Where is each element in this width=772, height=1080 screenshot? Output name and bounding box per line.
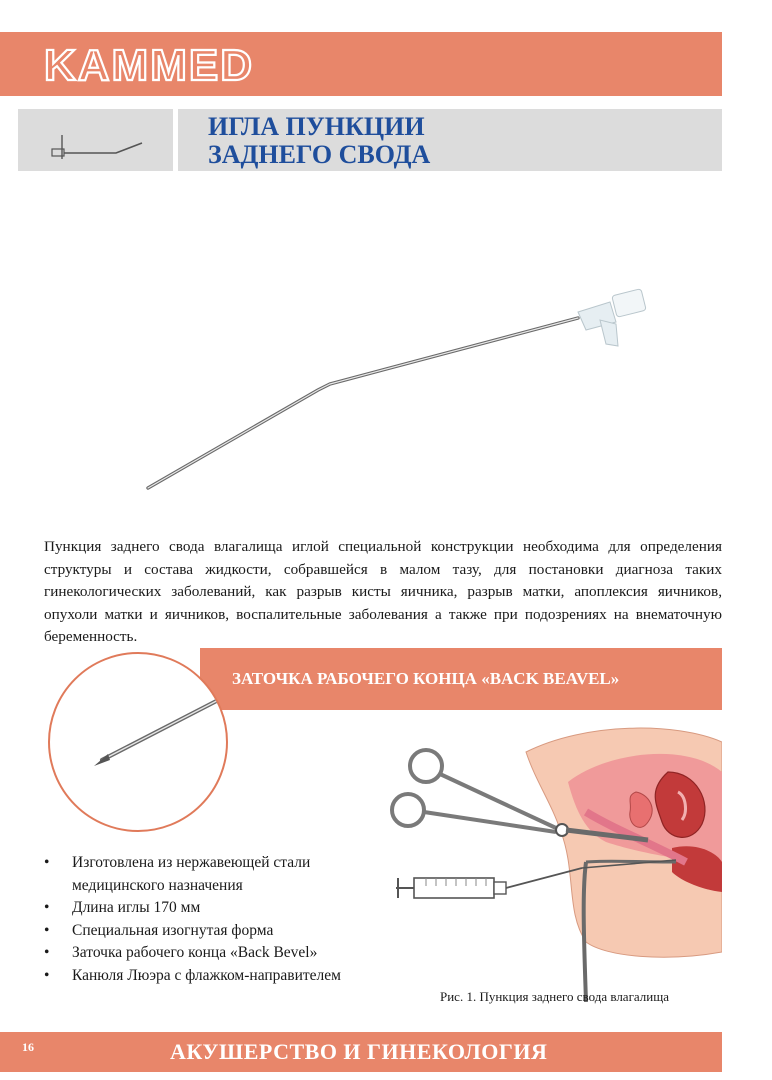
- product-description: Пункция заднего свода влагалища иглой специальной конструкции необходима для определения структуры и состава жидкости, собравшейся в малом тазу, для постановки диагноза таких гинекологических заболеваний, как разрыв кисты яичника, разрыв матки, апоплексия яичников, опухоли матки и яичников, воспалительные заболевания а также при подозрениях на внематочную беременность.: [44, 538, 722, 645]
- page-title: [208, 113, 430, 169]
- footer-section-title: АКУШЕРСТВО И ГИНЕКОЛОГИЯ: [170, 1039, 548, 1064]
- figure-caption: Рис. 1. Пункция заднего свода влагалища: [440, 989, 670, 1004]
- footer-bar: [0, 1032, 722, 1072]
- needle-thumbnail-box: [18, 109, 173, 171]
- luer-hub: [578, 289, 646, 346]
- needle-tip-zoom: [48, 652, 228, 832]
- needle-product-image: [130, 280, 660, 495]
- kammed-logo: [40, 40, 340, 88]
- title-box: [178, 109, 722, 171]
- feature-item: • Изготовлена из нержавеющей стали: [40, 852, 341, 875]
- title-line-2: ЗАДНЕГО СВОДА: [208, 140, 431, 169]
- feature-item: • Канюля Люэра с флажком-направителем: [40, 965, 341, 988]
- page-number: 16: [22, 1040, 34, 1054]
- feature-item: • Длина иглы 170 мм: [40, 897, 341, 920]
- needle-thumbnail-icon: [18, 109, 173, 171]
- feature-item-continuation: медицинского назначения: [72, 876, 243, 894]
- feature-item: • Специальная изогнутая форма: [40, 920, 341, 943]
- needle-tip-image: [50, 654, 226, 830]
- logo-text: KAMMED: [44, 41, 254, 88]
- title-line-1: ИГЛА ПУНКЦИИ: [208, 112, 425, 141]
- bevel-section-bar: [200, 648, 722, 710]
- bevel-section-label: ЗАТОЧКА РАБОЧЕГО КОНЦА «BACK BEAVEL»: [232, 669, 620, 688]
- feature-list: [40, 852, 341, 987]
- puncture-illustration: [386, 712, 722, 1002]
- feature-item: • Заточка рабочего конца «Back Bevel»: [40, 942, 341, 965]
